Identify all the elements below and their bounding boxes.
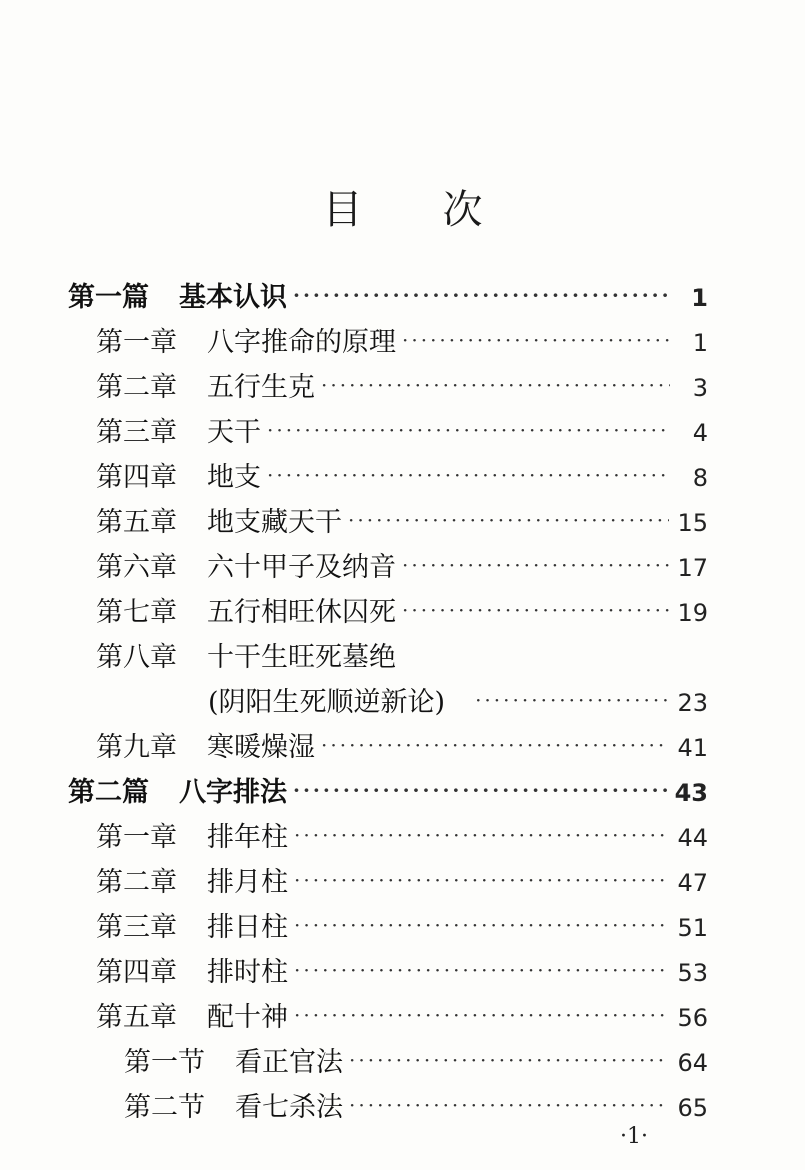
leader-dots [294,813,669,857]
toc-entry-part[interactable] [68,771,708,815]
toc-label: 第二章 [96,372,177,403]
toc-label: 第一节 [124,1047,205,1078]
toc-label: 第六章 [96,552,177,583]
leader-dots [349,1083,669,1127]
toc-entry-chapter[interactable] [96,726,708,770]
leader-dots [293,768,667,812]
page-title [0,178,805,235]
toc-title: 看正官法 [235,1047,343,1078]
toc-label: 第三章 [96,912,177,943]
leader-dots [294,858,669,902]
toc-entry-continuation[interactable] [208,681,708,725]
toc-label: 第二节 [124,1092,205,1123]
toc-entry-chapter[interactable] [96,501,708,545]
toc-title: 地支藏天干 [207,507,342,538]
toc-label: 第七章 [96,597,177,628]
toc-label: 第九章 [96,732,177,763]
toc-page-number: 43 [674,779,708,807]
toc-title: 十干生旺死墓绝 [207,642,396,673]
leader-dots [402,588,669,632]
page-footer-number: ·1· [620,1124,648,1149]
leader-dots [348,498,669,542]
toc-title: 基本认识 [179,282,287,313]
leader-dots [321,363,670,407]
toc-entry-chapter[interactable] [96,456,708,500]
toc-label: 第二章 [96,867,177,898]
toc-title: 六十甲子及纳音 [207,552,396,583]
toc-page-number: 53 [677,959,708,987]
toc-page-number: 47 [677,869,708,897]
toc-entry-chapter[interactable] [96,996,708,1040]
leader-dots [267,408,670,452]
toc-title: (阴阳生死顺逆新论) [208,687,446,718]
toc-page-number: 56 [677,1004,708,1032]
toc-page-number: 65 [677,1094,708,1122]
leader-dots [293,273,670,317]
toc-page-number: 44 [677,824,708,852]
title-char-2: 次 [442,187,483,233]
toc-page-number: 41 [677,734,708,762]
toc-title: 寒暖燥湿 [207,732,315,763]
toc-label: 第八章 [96,642,177,673]
toc-entry-chapter[interactable] [96,321,708,365]
toc-title: 看七杀法 [235,1092,343,1123]
toc-title: 配十神 [207,1002,288,1033]
toc-title: 八字排法 [179,777,287,808]
toc-page-number: 3 [692,374,708,402]
leader-dots [475,678,669,722]
toc-label: 第五章 [96,1002,177,1033]
toc-title: 八字推命的原理 [207,327,396,358]
toc-page-number: 1 [691,284,708,312]
toc-label: 第一章 [96,327,177,358]
leader-dots [349,1038,669,1082]
toc-title: 排时柱 [207,957,288,988]
toc-title: 天干 [207,417,261,448]
toc-page-number: 64 [677,1049,708,1077]
leader-dots [267,453,670,497]
toc-label: 第四章 [96,957,177,988]
toc-label: 第二篇 [68,777,149,808]
toc-label: 第五章 [96,507,177,538]
toc-title: 五行相旺休囚死 [207,597,396,628]
leader-dots [294,948,669,992]
toc-page-number: 51 [677,914,708,942]
leader-dots [294,993,669,1037]
toc-entry-chapter[interactable] [96,591,708,635]
toc-entry-chapter[interactable] [96,906,708,950]
toc-title: 五行生克 [207,372,315,403]
toc-title: 排年柱 [207,822,288,853]
leader-dots [294,903,669,947]
leader-dots [402,543,669,587]
leader-dots [321,723,669,767]
toc-label: 第三章 [96,417,177,448]
toc-entry-chapter[interactable] [96,816,708,860]
toc-entry-chapter[interactable] [96,861,708,905]
toc-page-number: 17 [677,554,708,582]
toc-page-number: 4 [692,419,708,447]
toc-entry-chapter[interactable] [96,636,708,680]
toc-entry-chapter[interactable] [96,546,708,590]
toc-entry-chapter[interactable] [96,411,708,455]
toc-title: 地支 [207,462,261,493]
toc-title: 排月柱 [207,867,288,898]
toc-entry-part[interactable] [68,276,708,320]
toc-title: 排日柱 [207,912,288,943]
toc-page-number: 1 [692,329,708,357]
title-char-1: 目 [322,187,363,233]
toc-page-number: 23 [677,689,708,717]
toc-entry-chapter[interactable] [96,951,708,995]
toc-page-number: 8 [692,464,708,492]
toc-label: 第一章 [96,822,177,853]
toc-label: 第四章 [96,462,177,493]
toc-page-number: 19 [677,599,708,627]
toc-entry-section[interactable] [124,1041,708,1085]
toc-page-number: 15 [677,509,708,537]
toc-entry-chapter[interactable] [96,366,708,410]
toc-label: 第一篇 [68,282,149,313]
leader-dots [402,318,670,362]
